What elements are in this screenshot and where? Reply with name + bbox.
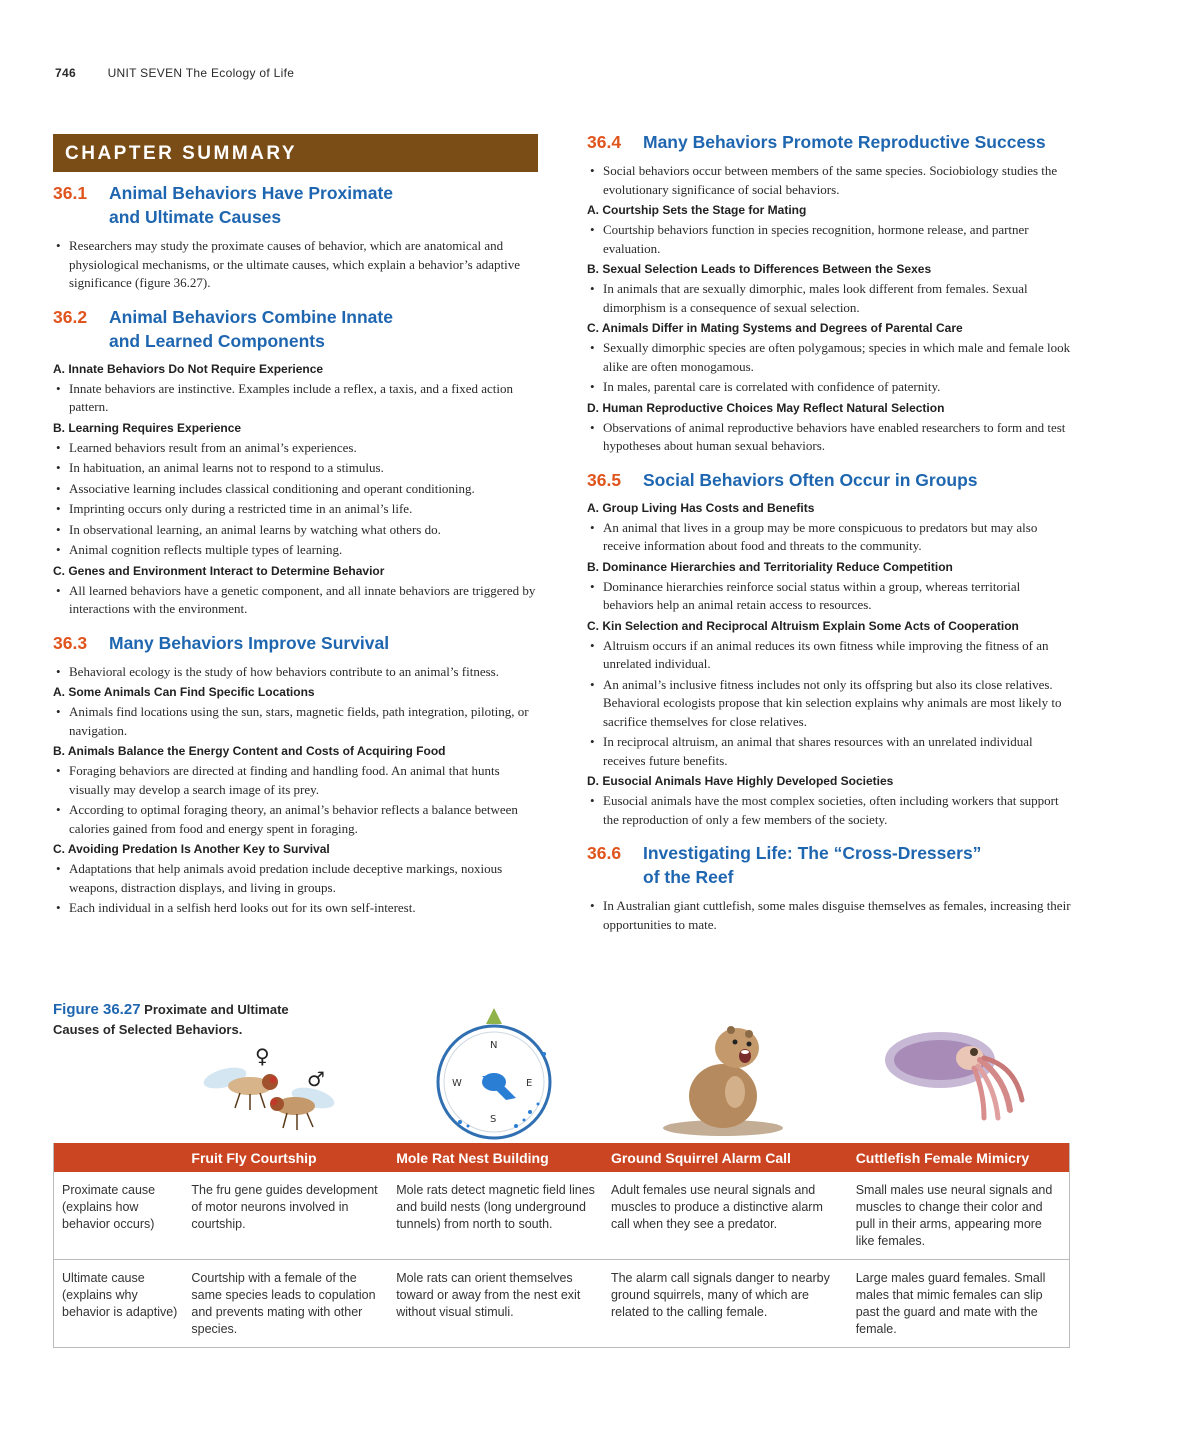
bullet-list xyxy=(587,419,1072,456)
table-cell: The alarm call signals danger to nearby ground squirrels, many of which are related to the calling female. xyxy=(610,1271,830,1319)
section-heading xyxy=(53,181,538,229)
bullet-item: • Eusocial animals have the most complex societies, often including workers that support the reproduction of only a few members of the society. xyxy=(587,792,1072,829)
bullet-item: • Observations of animal reproductive behaviors have enabled researchers to form and test hypotheses about human sexual behaviors. xyxy=(587,419,1072,456)
section-title xyxy=(109,181,393,229)
ground-squirrel-icon xyxy=(689,1026,759,1128)
table-header-cell: Ground Squirrel Alarm Call xyxy=(603,1143,848,1172)
north-marker-icon xyxy=(486,1008,502,1024)
table-row xyxy=(54,1260,1070,1348)
figure-caption-line: Causes of Selected Behaviors. xyxy=(53,1022,243,1037)
cuttlefish-icon xyxy=(885,1032,1022,1118)
bullet-item: • An animal that lives in a group may be more conspicuous to predators but may also receive information about food and threats to the community. xyxy=(587,519,1072,556)
bullet-item: • Behavioral ecology is the study of how behaviors contribute to an animal’s fitness. xyxy=(53,663,538,682)
bullet-list xyxy=(587,897,1072,934)
right-column xyxy=(587,130,1072,936)
bullet-item: • Associative learning includes classical conditioning and operant conditioning. xyxy=(53,480,538,499)
section-title: Many Behaviors Improve Survival xyxy=(109,632,390,653)
bullet-item: • Imprinting occurs only during a restricted time in an animal’s life. xyxy=(53,500,538,519)
bullet-list xyxy=(587,792,1072,829)
bullet-list xyxy=(53,582,538,619)
subheading: C. Avoiding Predation Is Another Key to Survival xyxy=(53,842,330,856)
section-title-line: Animal Behaviors Have Proximate xyxy=(109,183,394,203)
ground-squirrel-illustration xyxy=(645,1000,795,1140)
bullet-item: • Animal cognition reflects multiple types of learning. xyxy=(53,541,538,560)
section-title xyxy=(109,305,393,353)
table-cell: Mole rats detect magnetic field lines and build nests (long underground tunnels) from north to south. xyxy=(388,1172,603,1260)
bullet-list xyxy=(587,339,1072,397)
bullet-list xyxy=(53,663,538,682)
section-title xyxy=(643,841,981,889)
table-header-cell: Mole Rat Nest Building xyxy=(388,1143,603,1172)
bullet-item: • Courtship behaviors function in species recognition, hormone release, and partner evaluation. xyxy=(587,221,1072,258)
bullet-list xyxy=(53,237,538,293)
fruit-fly-illustration xyxy=(195,1000,365,1140)
running-title: UNIT SEVEN The Ecology of Life xyxy=(107,66,295,80)
table-cell: The fru gene guides development of motor neurons involved in courtship. xyxy=(183,1172,388,1260)
table-cell: Courtship with a female of the same species leads to copulation and prevents mating with other species. xyxy=(191,1271,376,1336)
bullet-item: • Sexually dimorphic species are often polygamous; species in which male and female look alike are often monogamous. xyxy=(587,339,1072,376)
subheading: A. Some Animals Can Find Specific Locations xyxy=(53,685,315,699)
bullet-item: • In reciprocal altruism, an animal that shares resources with an unrelated individual receives future benefits. xyxy=(587,733,1072,770)
table-row-label: Proximate cause (explains how behavior occurs) xyxy=(54,1172,184,1260)
bullet-list xyxy=(587,578,1072,615)
bullet-item: • Animals find locations using the sun, stars, magnetic fields, path integration, piloting, or navigation. xyxy=(53,703,538,740)
section-number: 36.2 xyxy=(53,306,88,327)
bullet-item: • In observational learning, an animal learns by watching what others do. xyxy=(53,521,538,540)
figure-table xyxy=(53,1143,1070,1348)
section-heading xyxy=(587,841,1072,889)
section-title-line: Investigating Life: The “Cross-Dressers” xyxy=(643,843,982,863)
bullet-item: • Foraging behaviors are directed at finding and handling food. An animal that hunts visually may develop a search image of its prey. xyxy=(53,762,538,799)
bullet-item: • In Australian giant cuttlefish, some males disguise themselves as females, increasing their opportunities to mate. xyxy=(587,897,1072,934)
section-number: 36.4 xyxy=(587,132,622,152)
bullet-item: • Social behaviors occur between members of the same species. Sociobiology studies the evolutionary significance of social behaviors. xyxy=(587,162,1072,199)
table-header-cell: Fruit Fly Courtship xyxy=(183,1143,388,1172)
bullet-item: • Innate behaviors are instinctive. Examples include a reflex, a taxis, and a fixed action pattern. xyxy=(53,380,538,417)
bullet-list xyxy=(53,762,538,838)
section-number: 36.6 xyxy=(587,843,622,863)
subheading: C. Genes and Environment Interact to Determine Behavior xyxy=(53,563,385,578)
table-header-row xyxy=(54,1143,1070,1172)
bullet-list xyxy=(53,439,538,560)
table-cell: Adult females use neural signals and muscles to produce a distinctive alarm call when they see a predator. xyxy=(603,1172,848,1260)
table-cell: Mole rats can orient themselves toward or away from the nest exit without visual stimuli. xyxy=(396,1271,581,1319)
bullet-item: • In animals that are sexually dimorphic, males look different from females. Sexual dimorphism is a consequence of sexual selection. xyxy=(587,280,1072,317)
section-title-line: and Ultimate Causes xyxy=(109,207,282,227)
bullet-item: • In habituation, an animal learns not to respond to a stimulus. xyxy=(53,459,538,478)
subheading: B. Sexual Selection Leads to Differences Between the Sexes xyxy=(587,262,932,276)
section-heading xyxy=(587,468,1072,492)
bullet-item: • Researchers may study the proximate causes of behavior, which are anatomical and physiological mechanisms, or the ultimate causes, which explain a behavior’s adaptive significance (figure 36.27). xyxy=(53,237,538,293)
subheading: D. Human Reproductive Choices May Reflect Natural Selection xyxy=(587,400,945,415)
figure-number: Figure 36.27 xyxy=(53,1001,141,1018)
compass-west-label: W xyxy=(452,1078,462,1089)
bullet-item: • Dominance hierarchies reinforce social status within a group, whereas territorial behaviors help an animal retain access to resources. xyxy=(587,578,1072,615)
section-title-line: Animal Behaviors Combine Innate xyxy=(109,306,393,327)
compass-north-label: N xyxy=(490,1040,498,1051)
subheading: C. Animals Differ in Mating Systems and Degrees of Parental Care xyxy=(587,321,963,335)
section-title-line: of the Reef xyxy=(643,867,734,887)
section-title: Many Behaviors Promote Reproductive Success xyxy=(643,132,1046,152)
bullet-list xyxy=(53,703,538,740)
section-number: 36.1 xyxy=(53,183,88,203)
subheading: B. Dominance Hierarchies and Territoriality Reduce Competition xyxy=(587,559,953,574)
subheading: B. Animals Balance the Energy Content and Costs of Acquiring Food xyxy=(53,744,446,758)
section-number: 36.3 xyxy=(53,632,88,653)
subheading: C. Kin Selection and Reciprocal Altruism Explain Some Acts of Cooperation xyxy=(587,618,1019,633)
table-row xyxy=(54,1172,1070,1260)
figure-caption-line: Proximate and Ultimate xyxy=(144,1002,289,1017)
bullet-item: • Each individual in a selfish herd looks out for its own self-interest. xyxy=(53,899,538,918)
bullet-list xyxy=(587,280,1072,317)
section-number: 36.5 xyxy=(587,469,622,490)
bullet-item: • An animal’s inclusive fitness includes not only its offspring but also its close relatives. Behavioral ecologists propose that kin selection explains why animals are most likely to sacrifice themselves for close relatives. xyxy=(587,676,1072,732)
female-fly-icon xyxy=(201,1064,278,1110)
subheading: D. Eusocial Animals Have Highly Developed Societies xyxy=(587,774,894,788)
section-title: Social Behaviors Often Occur in Groups xyxy=(643,469,978,490)
bullet-item: • According to optimal foraging theory, an animal’s behavior reflects a balance between calories gained from food and energy spent in foraging. xyxy=(53,801,538,838)
chapter-summary-banner: CHAPTER SUMMARY xyxy=(53,134,538,172)
subheading: A. Courtship Sets the Stage for Mating xyxy=(587,203,807,217)
section-heading xyxy=(53,305,538,353)
female-symbol: ♀ xyxy=(255,1044,270,1068)
left-column xyxy=(53,130,538,920)
male-symbol: ♂ xyxy=(307,1067,325,1091)
section-title-line: and Learned Components xyxy=(109,330,325,351)
table-cell: Large males guard females. Small males that mimic females can slip past the guard and mate with the female. xyxy=(848,1260,1070,1348)
compass-illustration xyxy=(420,1000,570,1140)
running-header xyxy=(55,66,294,80)
bullet-list xyxy=(53,380,538,417)
table-row-label: Ultimate cause (explains why behavior is adaptive) xyxy=(54,1260,184,1348)
bullet-list xyxy=(587,221,1072,258)
table-header-cell: Cuttlefish Female Mimicry xyxy=(848,1143,1070,1172)
cuttlefish-illustration xyxy=(880,1000,1040,1140)
bullet-item: • Altruism occurs if an animal reduces its own fitness while improving the fitness of an unrelated individual. xyxy=(587,637,1072,674)
section-heading xyxy=(587,130,1072,154)
male-fly-icon xyxy=(270,1084,337,1130)
subheading: B. Learning Requires Experience xyxy=(53,420,242,435)
bullet-item: • Adaptations that help animals avoid predation include deceptive markings, noxious weapons, distraction displays, and living in groups. xyxy=(53,860,538,897)
table-cell: Small males use neural signals and muscles to change their color and pull in their arms, appearing more like females. xyxy=(848,1172,1070,1260)
bullet-item: • Learned behaviors result from an animal’s experiences. xyxy=(53,439,538,458)
subheading: A. Innate Behaviors Do Not Require Experience xyxy=(53,361,324,376)
section-heading xyxy=(53,631,538,655)
bullet-list xyxy=(587,519,1072,556)
bullet-item: • In males, parental care is correlated with confidence of paternity. xyxy=(587,378,1072,397)
table-header-cell xyxy=(54,1143,184,1172)
bullet-list xyxy=(587,162,1072,199)
compass-south-label: S xyxy=(490,1114,497,1125)
subheading: A. Group Living Has Costs and Benefits xyxy=(587,500,815,515)
bullet-list xyxy=(53,860,538,918)
bullet-list xyxy=(587,637,1072,771)
bullet-item: • All learned behaviors have a genetic component, and all innate behaviors are triggered by interactions with the environment. xyxy=(53,582,538,619)
page-number: 746 xyxy=(55,66,76,80)
compass-east-label: E xyxy=(526,1078,533,1089)
